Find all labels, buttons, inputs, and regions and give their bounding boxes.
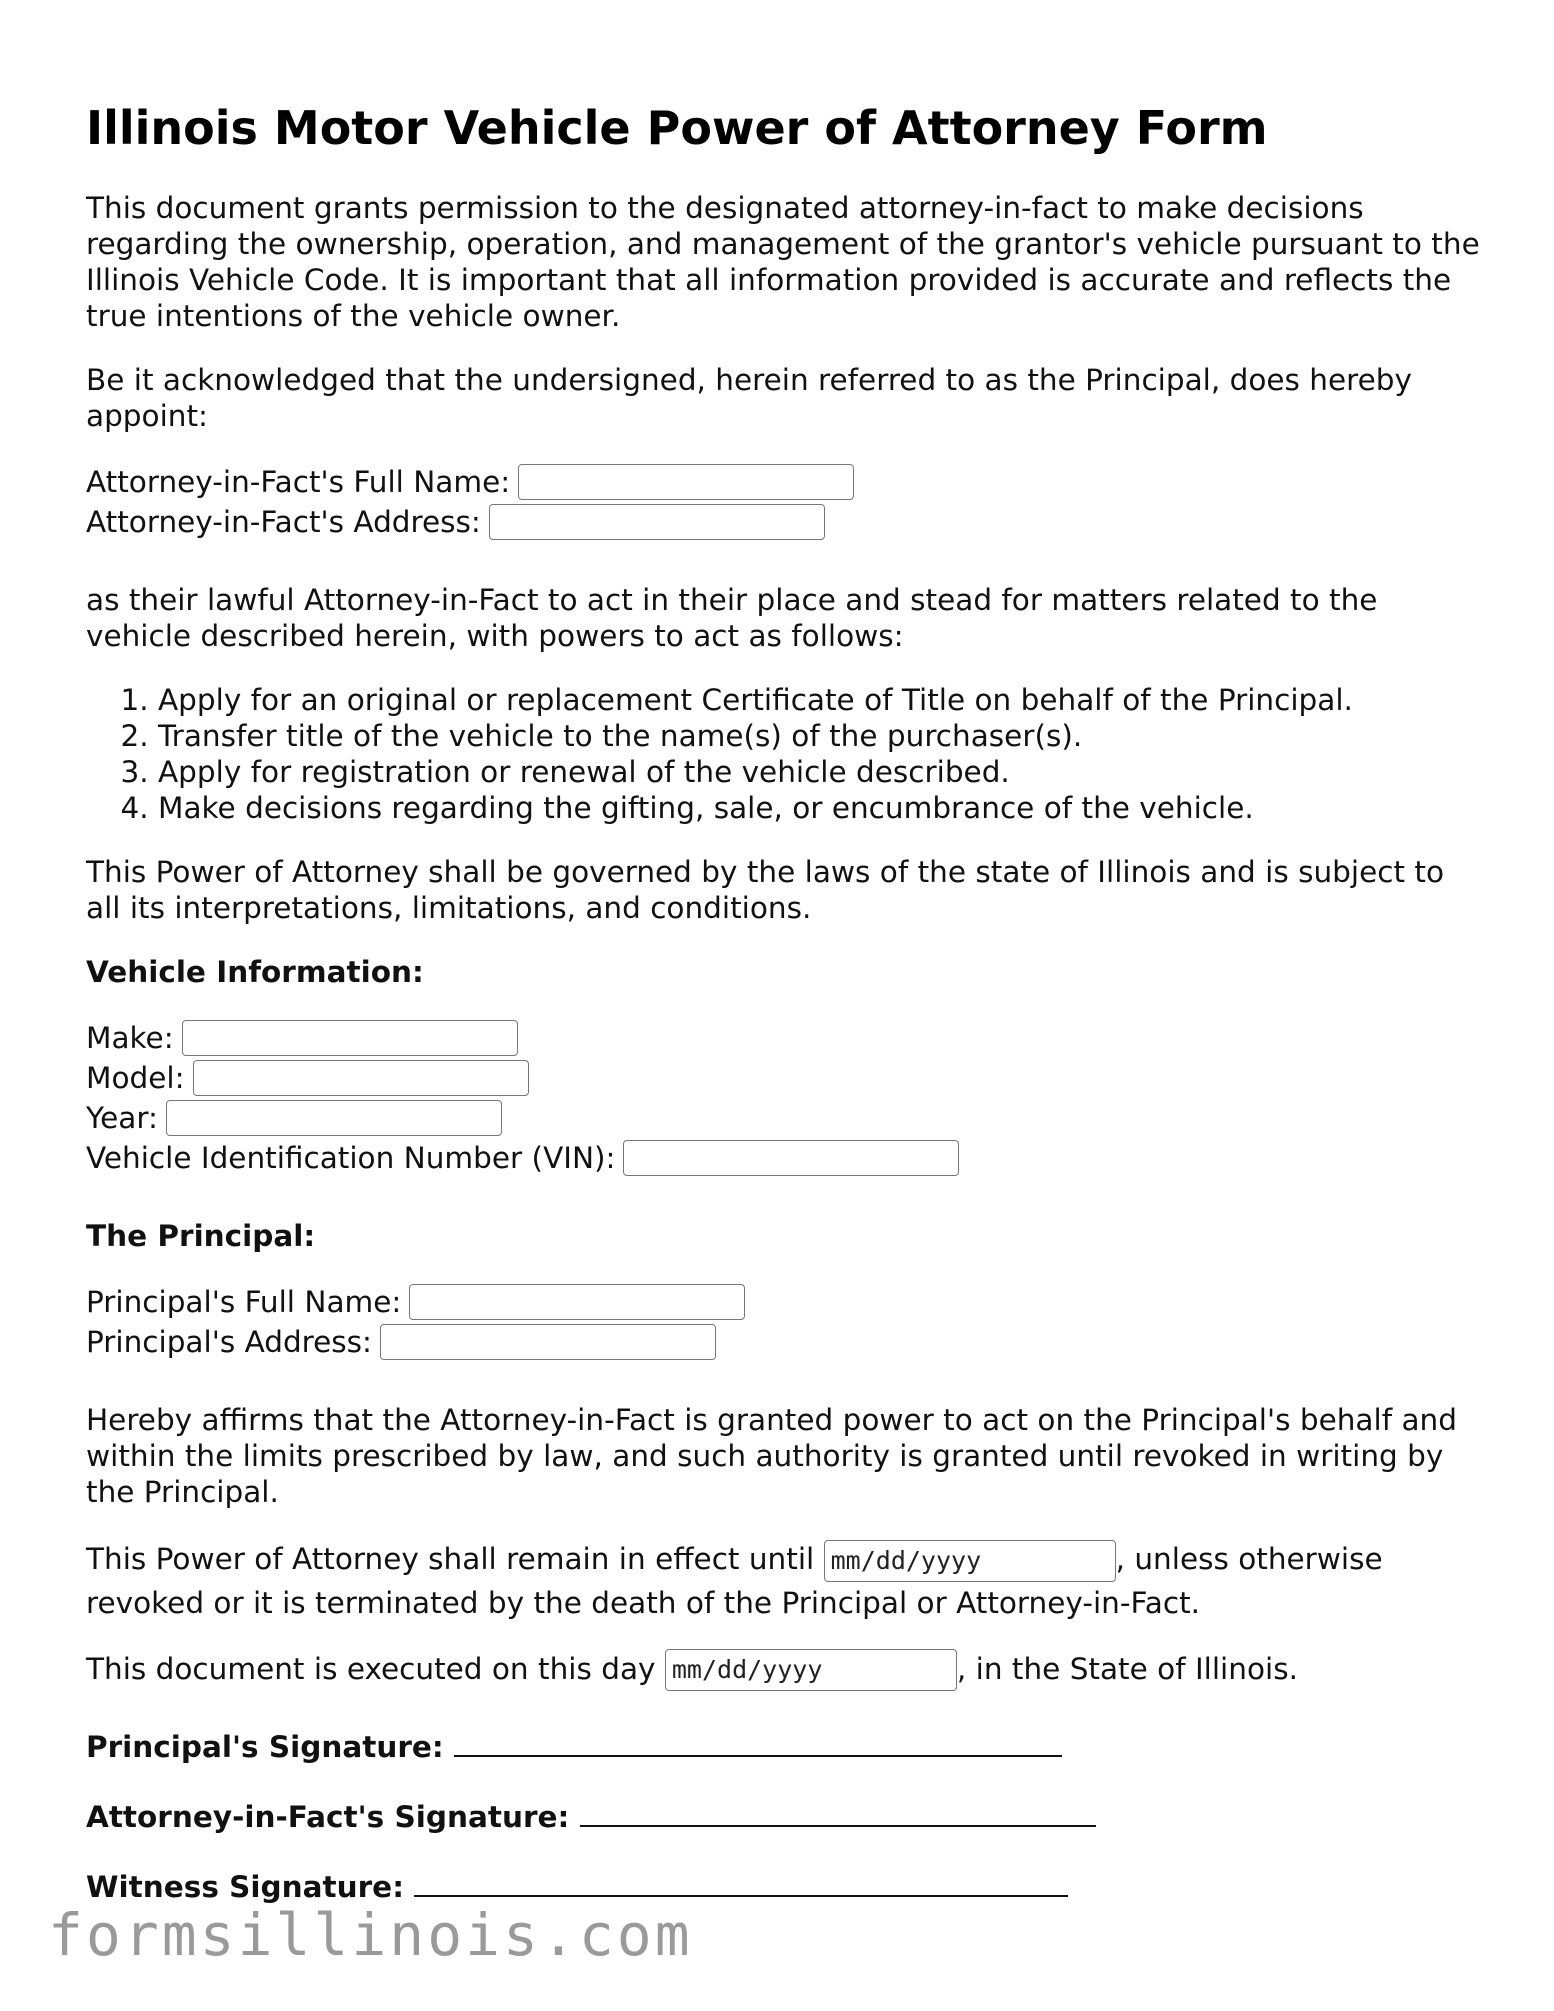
intro-paragraph: This document grants permission to the designated attorney-in-fact to make decisions regarding the ownership, operation, and management of the grantor's vehicle pursuant to the Illinois Vehicle Code. It is important that all information provided is accurate and reflects the true intentions of the vehicle owner. xyxy=(86,191,1480,333)
page-title: Illinois Motor Vehicle Power of Attorney Form xyxy=(86,101,1268,155)
effect-date-input[interactable]: mm/dd/yyyy xyxy=(824,1540,1116,1582)
executed-paragraph xyxy=(86,1648,1486,1692)
attorney-signature-label: Attorney-in-Fact's Signature: xyxy=(86,1800,570,1834)
executed-text-before: This document is executed on this day xyxy=(86,1651,656,1686)
witness-signature-row xyxy=(86,1865,1486,1905)
governing-law-paragraph: This Power of Attorney shall be governed by the laws of the state of Illinois and is subject to all its interpretations, limitations, and conditions. xyxy=(86,855,1445,925)
vin-input[interactable] xyxy=(623,1140,959,1176)
principal-name-row xyxy=(86,1282,1486,1322)
principal-signature-line[interactable] xyxy=(454,1725,1062,1757)
attorney-address-label: Attorney-in-Fact's Address: xyxy=(86,505,481,539)
make-input[interactable] xyxy=(182,1020,518,1056)
attorney-fields xyxy=(86,462,1486,542)
acknowledge-paragraph: Be it acknowledged that the undersigned, herein referred to as the Principal, does hereby appoint: xyxy=(86,363,1412,433)
powers-intro-paragraph: as their lawful Attorney-in-Fact to act in their place and stead for matters related to the vehicle described herein, with powers to act as follows: xyxy=(86,583,1378,653)
effect-text-after: , unless otherwise xyxy=(1115,1542,1383,1576)
vin-label: Vehicle Identification Number (VIN): xyxy=(86,1141,616,1175)
year-input[interactable] xyxy=(166,1100,502,1136)
principal-signature-label: Principal's Signature: xyxy=(86,1730,444,1764)
form-page xyxy=(86,100,1486,1935)
list-item: 1. Apply for an original or replacement Certificate of Title on behalf of the Principal. xyxy=(158,682,1486,718)
witness-signature-line[interactable] xyxy=(414,1865,1068,1897)
list-item: 4. Make decisions regarding the gifting, sale, or encumbrance of the vehicle. xyxy=(158,790,1486,826)
principal-address-input[interactable] xyxy=(380,1324,716,1360)
witness-signature-label: Witness Signature: xyxy=(86,1870,404,1904)
effect-text-before: This Power of Attorney shall remain in effect until xyxy=(86,1542,815,1576)
principal-name-label: Principal's Full Name: xyxy=(86,1285,402,1319)
principal-address-label: Principal's Address: xyxy=(86,1325,372,1359)
powers-list xyxy=(86,682,1486,826)
principal-heading: The Principal: xyxy=(86,1219,316,1253)
list-item: 3. Apply for registration or renewal of the vehicle described. xyxy=(158,754,1486,790)
attorney-signature-line[interactable] xyxy=(580,1795,1096,1827)
principal-fields xyxy=(86,1282,1486,1362)
attorney-name-label: Attorney-in-Fact's Full Name: xyxy=(86,465,511,499)
attorney-name-input[interactable] xyxy=(518,464,854,500)
principal-signature-row xyxy=(86,1725,1486,1765)
make-label: Make: xyxy=(86,1021,174,1055)
affirmation-paragraph: Hereby affirms that the Attorney-in-Fact is granted power to act on the Principal's behalf and within the limits prescribed by law, and such authority is granted until revoked in writing by the Principal. xyxy=(86,1403,1457,1509)
vin-row xyxy=(86,1138,1486,1178)
year-row xyxy=(86,1098,1486,1138)
list-item: 2. Transfer title of the vehicle to the name(s) of the purchaser(s). xyxy=(158,718,1486,754)
vehicle-heading: Vehicle Information: xyxy=(86,955,424,989)
model-input[interactable] xyxy=(193,1060,529,1096)
principal-address-row xyxy=(86,1322,1486,1362)
make-row xyxy=(86,1018,1486,1058)
effect-text-continued: revoked or it is terminated by the death of the Principal or Attorney-in-Fact. xyxy=(86,1585,1201,1620)
effect-paragraph xyxy=(86,1538,1486,1624)
attorney-address-row xyxy=(86,502,1486,542)
executed-text-after: , in the State of Illinois. xyxy=(956,1651,1298,1686)
principal-name-input[interactable] xyxy=(409,1284,745,1320)
attorney-signature-row xyxy=(86,1795,1486,1835)
year-label: Year: xyxy=(86,1101,158,1135)
attorney-name-row xyxy=(86,462,1486,502)
model-row xyxy=(86,1058,1486,1098)
vehicle-fields xyxy=(86,1018,1486,1178)
executed-date-input[interactable]: mm/dd/yyyy xyxy=(665,1649,957,1691)
watermark-text: formsillinois.com xyxy=(48,1901,693,1969)
model-label: Model: xyxy=(86,1061,185,1095)
attorney-address-input[interactable] xyxy=(489,504,825,540)
